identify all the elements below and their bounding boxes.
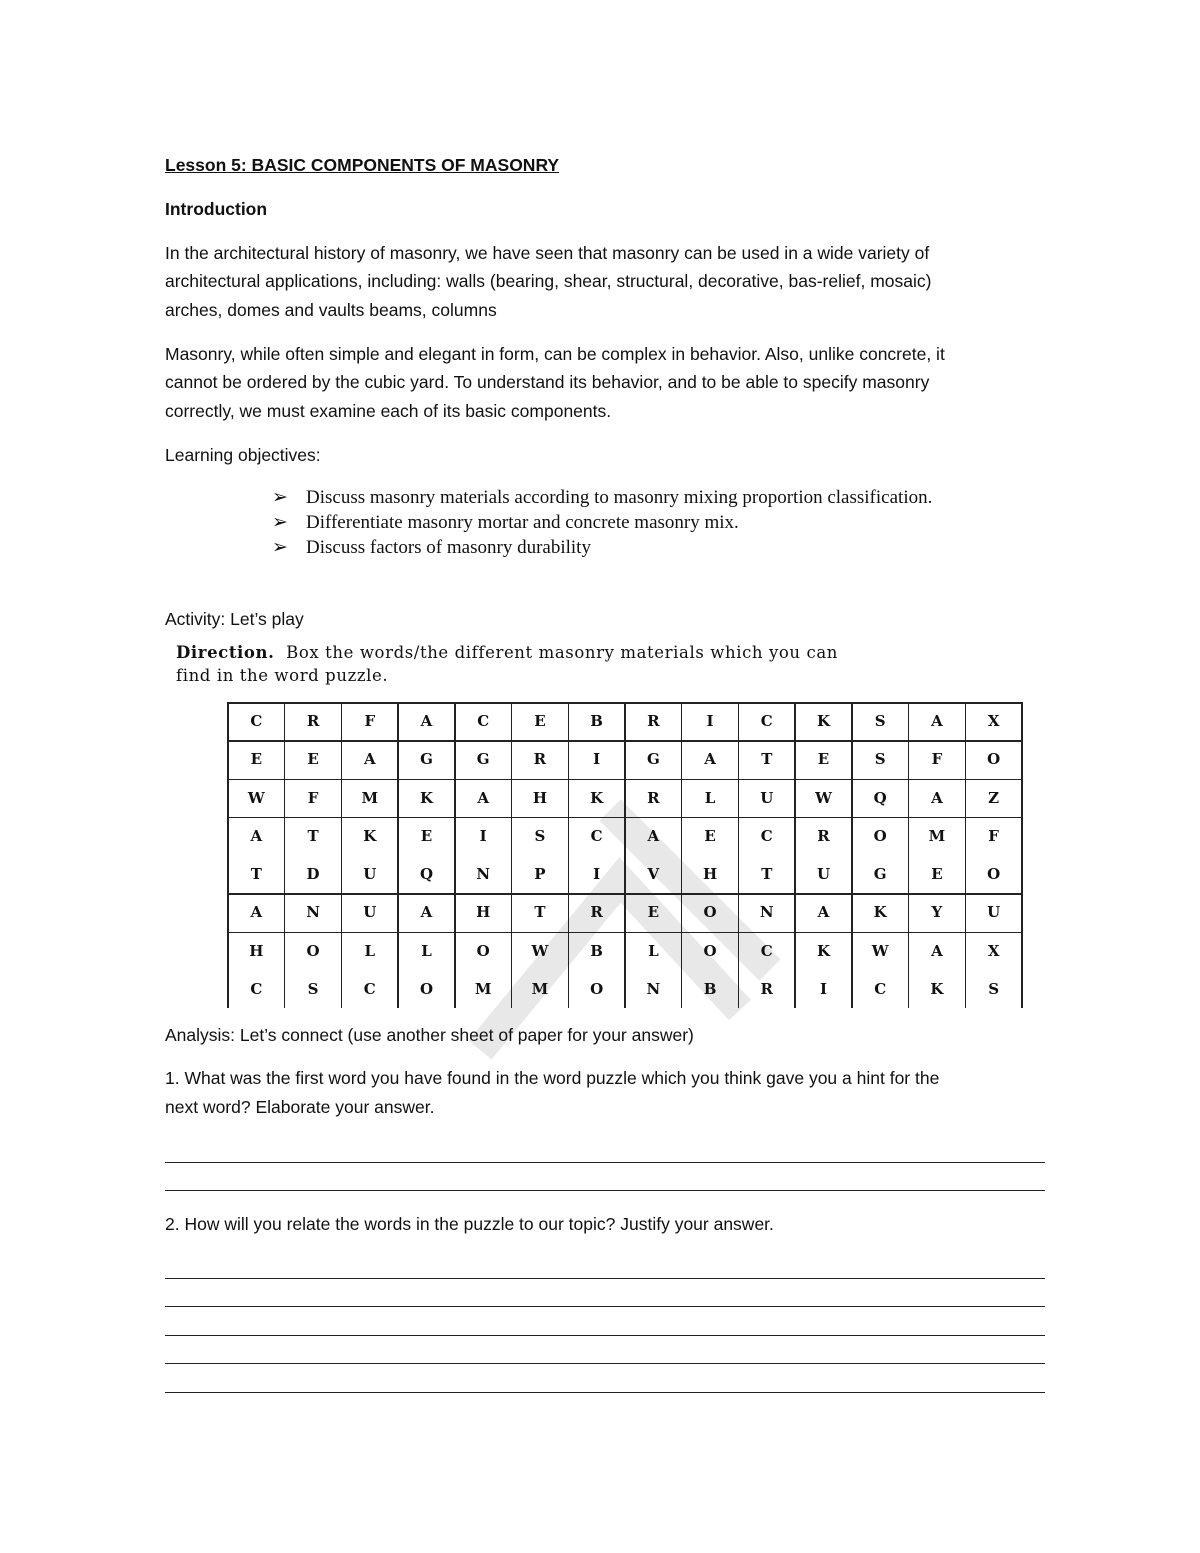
puzzle-cell: C (874, 979, 887, 998)
puzzle-cell: I (593, 865, 601, 884)
puzzle-cell: E (931, 865, 943, 884)
puzzle-cell: U (363, 865, 377, 884)
puzzle-cell: X (987, 712, 1000, 731)
puzzle-cell: C (590, 826, 603, 845)
grid-line (228, 779, 1022, 781)
puzzle-cell: R (647, 788, 660, 807)
answer-line (165, 1278, 1045, 1279)
puzzle-cell: Q (873, 788, 887, 807)
grid-line (341, 702, 343, 1008)
puzzle-cell: K (816, 941, 831, 960)
objective-item (272, 511, 739, 534)
intro-line: architectural applications, including: walls (bearing, shear, structural, decorative, bas-relief, mosaic) (165, 271, 932, 291)
puzzle-cell: O (419, 979, 434, 998)
puzzle-cell: C (363, 979, 376, 998)
puzzle-cell: U (816, 865, 831, 884)
puzzle-cell: P (534, 865, 546, 884)
lesson-title: Lesson 5: BASIC COMPONENTS OF MASONRY (165, 155, 560, 175)
answer-line (165, 1190, 1045, 1191)
objective-text: Differentiate masonry mortar and concrete masonry mix. (306, 512, 739, 533)
puzzle-cell: L (648, 941, 659, 960)
puzzle-cell: I (593, 750, 601, 769)
puzzle-cell: M (361, 788, 379, 807)
puzzle-cell: U (363, 903, 377, 922)
puzzle-cell: I (819, 979, 827, 998)
puzzle-cell: T (307, 826, 319, 845)
puzzle-cell: O (987, 750, 1001, 769)
puzzle-cell: A (647, 826, 660, 845)
puzzle-cell: L (364, 941, 376, 960)
puzzle-cell: K (590, 788, 604, 807)
puzzle-cell: O (306, 941, 320, 960)
puzzle-cell: S (307, 979, 319, 998)
puzzle-cell: R (306, 712, 320, 731)
puzzle-cell: G (420, 750, 433, 769)
grid-line (228, 932, 1022, 934)
puzzle-cell: H (249, 941, 264, 960)
grid-line (227, 702, 229, 1008)
puzzle-cell: A (477, 788, 490, 807)
puzzle-cell: F (364, 712, 376, 731)
direction-label: Direction. (176, 643, 275, 662)
grid-line (624, 702, 626, 1008)
grid-line (965, 702, 967, 1008)
puzzle-cell: F (307, 788, 319, 807)
puzzle-cell: O (703, 941, 717, 960)
arrowhead-bullet-icon: ➢ (272, 487, 288, 508)
puzzle-cell: G (646, 750, 660, 769)
puzzle-cell: S (874, 712, 886, 731)
puzzle-cell: N (476, 865, 491, 884)
analysis-heading: Analysis: Let’s connect (use another sheet of paper for your answer) (165, 1025, 694, 1045)
puzzle-cell: A (420, 903, 433, 922)
puzzle-cell: K (873, 903, 887, 922)
puzzle-cell: O (590, 979, 604, 998)
answer-line (165, 1363, 1045, 1364)
grid-line (228, 817, 1022, 819)
puzzle-cell: N (759, 903, 774, 922)
question-1-line: 1. What was the first word you have found in the word puzzle which you think gave you a hint for the (165, 1068, 940, 1088)
puzzle-cell: X (987, 941, 1000, 960)
puzzle-cell: R (760, 979, 773, 998)
objective-item (272, 536, 591, 559)
objective-text: Discuss factors of masonry durability (306, 537, 591, 558)
grid-line (284, 702, 286, 1008)
direction-text: Box the words/the different masonry materials which you can (286, 643, 839, 662)
puzzle-cell: A (704, 750, 716, 769)
puzzle-cell: E (817, 750, 830, 769)
puzzle-cell: A (363, 750, 376, 769)
grid-line (908, 702, 910, 1008)
grid-line (794, 702, 796, 1008)
puzzle-cell: D (306, 865, 320, 884)
puzzle-cell: T (761, 750, 773, 769)
puzzle-cell: K (816, 712, 831, 731)
puzzle-cell: A (931, 712, 943, 731)
puzzle-cell: M (928, 826, 946, 845)
puzzle-cell: H (476, 903, 491, 922)
puzzle-cell: H (532, 788, 547, 807)
puzzle-cell: E (534, 712, 546, 731)
puzzle-cell: T (534, 903, 546, 922)
objective-item (272, 486, 932, 509)
grid-line (228, 740, 1022, 742)
intro-line: In the architectural history of masonry, we have seen that masonry can be used in a wide variety of (165, 243, 930, 263)
direction-line: find in the word puzzle. (176, 666, 389, 685)
puzzle-cell: B (590, 712, 603, 731)
puzzle-cell: E (307, 750, 319, 769)
puzzle-cell: S (988, 979, 1000, 998)
puzzle-cell: E (704, 826, 716, 845)
word-puzzle-grid (228, 702, 1022, 1008)
puzzle-cell: O (987, 865, 1001, 884)
puzzle-cell: N (646, 979, 661, 998)
puzzle-cell: K (419, 788, 434, 807)
puzzle-cell: R (647, 712, 660, 731)
puzzle-cell: S (534, 826, 546, 845)
puzzle-cell: U (760, 788, 774, 807)
grid-line (228, 702, 1022, 704)
puzzle-cell: G (476, 750, 490, 769)
puzzle-cell: A (420, 712, 433, 731)
question-2: 2. How will you relate the words in the puzzle to our topic? Justify your answer. (165, 1214, 774, 1234)
direction-line (176, 643, 838, 662)
puzzle-cell: C (760, 712, 773, 731)
puzzle-cell: A (817, 903, 830, 922)
puzzle-cell: E (250, 750, 263, 769)
puzzle-cell: O (873, 826, 887, 845)
introduction-heading: Introduction (165, 199, 268, 219)
paragraph-line: correctly, we must examine each of its basic components. (165, 401, 612, 421)
answer-line (165, 1335, 1045, 1336)
puzzle-cell: C (760, 941, 773, 960)
grid-line (454, 702, 456, 1008)
puzzle-cell: M (531, 979, 549, 998)
puzzle-cell: E (420, 826, 433, 845)
puzzle-cell: W (531, 941, 549, 960)
puzzle-cell: R (590, 903, 603, 922)
puzzle-cell: M (474, 979, 492, 998)
puzzle-cell: C (250, 712, 263, 731)
puzzle-cell: W (815, 788, 832, 807)
puzzle-cell: E (647, 903, 660, 922)
grid-line (397, 702, 399, 1008)
grid-line (228, 893, 1022, 895)
grid-line (1021, 702, 1023, 1008)
puzzle-cell: B (590, 941, 603, 960)
puzzle-cell: S (874, 750, 886, 769)
puzzle-cell: A (250, 826, 263, 845)
puzzle-cell: R (817, 826, 830, 845)
paragraph-line: cannot be ordered by the cubic yard. To understand its behavior, and to be able to specify masonry (165, 372, 930, 392)
grid-line (568, 702, 570, 1008)
puzzle-cell: A (931, 788, 943, 807)
question-1-line: next word? Elaborate your answer. (165, 1097, 435, 1117)
puzzle-cell: Q (419, 865, 434, 884)
puzzle-cell: T (761, 865, 773, 884)
paragraph-line: Masonry, while often simple and elegant in form, can be complex in behavior. Also, unlike concrete, it (165, 344, 945, 364)
intro-line: arches, domes and vaults beams, columns (165, 300, 497, 320)
puzzle-cell: A (931, 941, 943, 960)
puzzle-cell: B (703, 979, 717, 998)
puzzle-cell: O (703, 903, 717, 922)
puzzle-cell: L (421, 941, 432, 960)
puzzle-cell: F (988, 826, 999, 845)
activity-heading: Activity: Let’s play (165, 609, 304, 629)
puzzle-cell: Y (931, 903, 943, 922)
puzzle-cell: W (247, 788, 265, 807)
puzzle-cell: W (871, 941, 889, 960)
objectives-heading: Learning objectives: (165, 445, 321, 465)
puzzle-cell: V (647, 865, 660, 884)
puzzle-cell: C (477, 712, 490, 731)
answer-line (165, 1162, 1045, 1163)
grid-line (851, 702, 853, 1008)
grid-line (511, 702, 513, 1008)
puzzle-cell: G (873, 865, 887, 884)
puzzle-cell: I (706, 712, 714, 731)
puzzle-cell: R (533, 750, 547, 769)
puzzle-cell: U (987, 903, 1001, 922)
objective-text: Discuss masonry materials according to masonry mixing proportion classification. (306, 487, 933, 508)
puzzle-cell: Z (988, 788, 1000, 807)
puzzle-cell: C (250, 979, 263, 998)
puzzle-cell: K (930, 979, 944, 998)
grid-line (738, 702, 740, 1008)
arrowhead-bullet-icon: ➢ (272, 537, 288, 558)
grid-line (681, 702, 683, 1008)
puzzle-cell: I (479, 826, 487, 845)
arrowhead-bullet-icon: ➢ (272, 512, 288, 533)
puzzle-cell: A (250, 903, 263, 922)
puzzle-cell: C (760, 826, 773, 845)
puzzle-cell: H (702, 865, 718, 884)
puzzle-cell: L (704, 788, 716, 807)
answer-line (165, 1306, 1045, 1307)
answer-line (165, 1392, 1045, 1393)
puzzle-cell: K (363, 826, 377, 845)
puzzle-cell: N (306, 903, 320, 922)
puzzle-cell: T (250, 865, 262, 884)
puzzle-cell: O (476, 941, 490, 960)
puzzle-cell: F (931, 750, 943, 769)
